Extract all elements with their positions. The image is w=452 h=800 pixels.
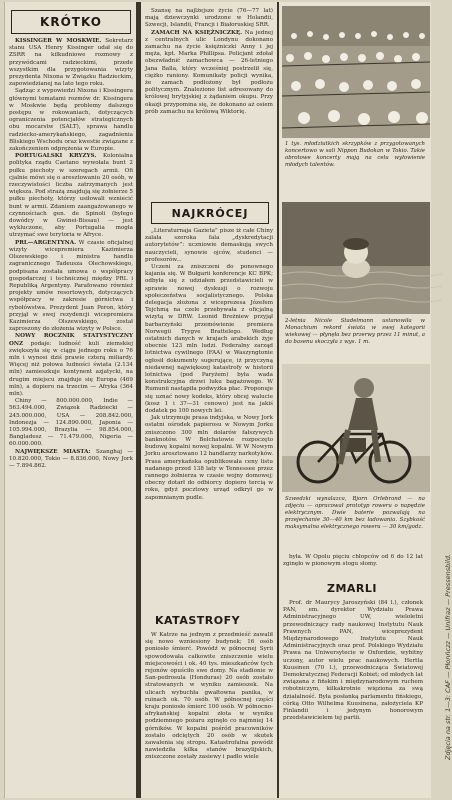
heading-najkrocej: NAJKRÓCEJ (151, 202, 269, 224)
column-2-katastrofy-text (145, 632, 273, 792)
column-3-tail-text (283, 554, 423, 578)
cities-text: Szanghaj — 10.820.000, Tokio — 8.836.000, Nowy Jork — 7.894.862. (9, 448, 133, 469)
caption-swimmer: 2-letnia Nicole Stadelmann ustanowiła w Monachium rekord świata w swej kategorii wiekowej — płynęła bez przerwy przez 11 minut, a do basenu skoczyła z wys. 1 m. (285, 318, 425, 345)
photo-electric-bike (282, 364, 430, 492)
column-3-zmarli-text (283, 600, 423, 792)
najkrocej-item-3: Jak utrzymuje prasa indyjska, w Nowy Jork ostatni ośrodek papierosu w Nowym Jorku zniszczono 300 mln dolarów fałszywych banknotów. W Bełchatowie rozpoczęto budowę kopalni nowej kopalni. W W Nowym Jorku aresztowano 12 handlarzy narkotyków. Prasa amerykańska opublikowała ceny listu nadanego przed 138 laty w Tennessee przez rannego żołnierza w czasie wojny domowej; obecny dotarł do odbiorcy dopiero tercią w roku, gdyż pocztowy urząd odkrył go w zapomnianym pudle. (145, 415, 273, 501)
column-2-najkrocej-text (145, 228, 273, 608)
kissinger-text: Sekretarz stanu USA Henry Kissinger udał się do ZSRR na kilkudniowe rozmowy z przywódcami radzieckimi, przede wszystkim dla przygotowania wizyty prezydenta Nixona w Związku Radzieckim, zapowiedzianej na lato tego roku. (9, 38, 133, 88)
portugal-text: Kolonialna polityka rządu Caetano wywołała bunt 2 pułku piechoty w szeregach armii. Ofi cjalnie mówi się o aresztowaniu 20 osób, w rzeczywistości liczba zatrzymanych jest większa. Pod strażą znajdują się żołnierze 5 pułku piechoty, którzy usiłowali wzniecić bunt w armii. Zdaniem zaangażowanego w czynnościach gen. de Spinoli (byłego dowódcy w Gwinei-Bissau) — jest wykluczone, aby Portugalia mogła utrzymać swe terytoria w Afryce. (9, 153, 133, 239)
najkrocej-item-1: „Literaturnaja Gazieta” pisze iż całe Chiny zalała szeroka fala „dyskredytacji autorytetów”: uczniowie demaskują swych nauczycieli, synowie ojców, studenci — profesorów... (145, 228, 273, 263)
zamach-text: Na jednej z centralnych ulic Londynu dokonano zamachu na życie księżniczki Anny i jej męża, kpt. Marka Phillipsa. Policjant zdołał obezwładnić zamachowca — 26-letniego Jana Balla, który wcześniej postrzelił się, ciężko raniony. Komunikaty policji wynika, że zamach podłożony był podłożu politycznym. Znaleziono list adresowany do królowej brytyjskiej z żądaniem okupu. Przy okazji przypomina się, że dokonano aż osiem prób zamachu na królową Wiktorię. (145, 29, 273, 115)
caption-electric-bike: Szwedzki wynalazca, Bjorn Orlebrand — na zdjęciu — opracował prototyp roweru o napędzie elektrycznym. Dwie baterie pozwalają na przejechanie 30—40 km bez ładowania. Szybkość maksymalna elektrycznego roweru — 30 km/godz. (285, 496, 425, 530)
portugal-heading: PORTUGALSKI KRYZYS. (15, 153, 97, 160)
kissinger-text-2: Sądząc z wypowiedzi Nixona i Kissingera głównymi tematami rozmów dr. Kissingera w Moskwie będą problemy dalszego postępu w rokowaniach, dotyczących ograniczenia potencjałów strategicznych obu mocarstw (SALT), sprawa handlu radziecko-amerykańskiego, zagadnienia Bliskiego Wschodu oraz kwestie związane z zakończeniem odprężenia w Europie. (9, 88, 133, 153)
photo-credit-text: Zdjęcia na str. 1—3: CAF — Płonńczz — Unifraz — Pressensbild. (444, 553, 452, 760)
prl-argentyna-text: W czasie oficjalnej wizyty wicepremiera Kazimierza Olszewskiego i ministra handlu zagranicznego Tadeusza Olechowskiego, podpisana została umowa o współpracy gospodarczej i technicznej między PRL i Republiką Argentyny. Parafowano również projekty umów resortowych, dotyczących współpracy w zakresie górnictwa i rybołówstwa. Prezydent Juan Peron, który przyjął w swej rezydencji wicepremiera Kazimierza Olszewskiego, został zaproszony do złożenia wizyty w Polsce. (9, 239, 134, 333)
population-stats: Chiny — 800.000.000, Indie — 563.494.000, Związek Radziecki — 245.000.000, USA — 208.842.000, Indonezja — 124.890.000, Japonia — 105.994.000, Brazylia — 98.854.000, Bangladesz — 71.479.000, Nigeria — 60.000.000. (9, 398, 133, 448)
life-expectancy-text: Szansę na najlżejsze życie (76—77 lat) mają dziewczynki urodzone w Holandii, Szwecji, Islandii, Francji i Białoruskiej SRR. (145, 8, 273, 29)
prl-argentyna-heading: PRL—ARGENTYNA. (15, 239, 77, 246)
column-2-top-text (145, 8, 273, 200)
heading-katastrofy: KATASTROFY (155, 614, 241, 627)
column-1-text (9, 38, 133, 790)
opole-text: była. W Opolu pięciu chłopców od 6 do 12 lat zginęło w pionowym stogu słomy. (283, 554, 423, 568)
zmarli-text: Prof. dr Maurycy Jaroszyński (84 l.), członek PAN, em. dyrektor Wydziału Prawa Administracyjnego UW, wieloletni przewodniczący rady naukowej Instytutu Nauk Prawnych PAN, wiceprezydent Międzynarodowego Instytutu Nauk Administracyjnych oraz prof. Polskiego Wydziału Prawa na Uniwersytecie w Oxfordzie, wybitny uczony, autor wielu prac naukowych. Hertta Kuusinen (70 l.), przewodnicząca Światowej Demokratycznej Federacji Kobiet; od młodych lat związana z fińskim i międzynarodowym ruchem robotniczym, kilkakrotnie więziona za swą działalność. Była posłanką parlamentu fińskiego, córką Otto Wilhelma Kuusinena, założyciela KP Finlandii i jedynym honorowym przedstawicielem tej partii. (283, 600, 423, 722)
newspaper-page (4, 2, 431, 798)
katastrofy-text: W Katrze na jednym z przedmieść zawalił się nowo wzniesiony budynek; 16 osób poniosło śmierć. Powódź w północnej Syrii spowodowała całkowite zniszczenie wielu miejscowości i ok. 40 tys. mieszkańców tych rejonów opuściło swe domy. Na stadionie w San-pedrosula (Honduras) 20 osób zostało stratowanych w wyniku zamieszek. Na ulicach wybuchła gwałtowna panika, w ruinach ok. 70 osób. W północnej części kraju poniosło śmierć 100 osób. W północno-afrykańskiej kopalni złota w wyniku podziemnego pożaru zginęło co najmniej 14 górników. W kopalni pośród pracowników zostało odciętych 20 osób w skutek zawalenia się stropu. Katastrofalna powódź nawiedziła kilka stanów brazylijskich, zniszczone zostały zasiewy i padło wiele (145, 632, 273, 761)
heading-krotko: KRÓTKO (11, 10, 131, 34)
zamach-heading: ZAMACH NA KSIĘŻNICZKĘ. (151, 29, 243, 36)
column-rule-1 (136, 2, 141, 798)
photo-credit-strip (432, 430, 452, 760)
caption-violinists: 1 tys. młodziutkich skrzypków z przygotowanych koncertowo w sali Nippon Budokan w Tokio. Takie obrotowe koncerty mają na celu wyłowienie młodych talentów. (285, 141, 425, 168)
onz-text: podaje: ludność kuli ziemskiej zwiększyła się w ciągu jednego roku o 76 mln i wynosi dziś prawie czterą miliardy. Więcej niż połowa ludności świata (2.134 mln) zamieszkuje kontynent azjatycki, na drugim miejscu znajduje się Europa (469 mln), a dopiero na trzecim — Afryka (364 mln). (9, 340, 133, 397)
onz-heading: NOWY ROCZNIK STATYSTYCZNY ONZ (9, 333, 133, 347)
najkrocej-item-2: Uczeni za zniszczeni do ponownego kajania się. W Bułgarii konferencje KC BPK; odbyła się z udziałem przedstawicieli w sprawie nowej dyskusji o rozwoju społeczeństwa socjalistycznego. Polska delegacja złożona z wiceprezesa Józefem Tejchmą na czele przebywała z oficjalną wizytą w DRW. Leonid Breżniew przyjął barbarzyński przemówienie premiera Norwegii Trygve Brattelego. Według ostatnich danych w krajach arabskich żyje obecnie 123 mln ludzi. Federalny zarząd lotnictwa cywilnego (FAA) w Waszyngtonie ogłosił dokumenty sugerujące, iż przyczyną niedawnej największej katastrofy w historii lotnictwa (pod Paryżem) była wada konstrukcyjna drzwi luku bagażowego. W Rumunii nastąpiła podwyżka płac. Proponuje się uznać nowy kodeks, który obcej walucie (kosz 1 i 37—31 cenowo) jest na jakiś dodatek po 100 nowych lei. (145, 264, 273, 415)
photo-violinists (282, 6, 430, 138)
kissinger-heading: KISSINGER W MOSKWIE. (15, 38, 102, 44)
photo-swimmer (282, 202, 430, 314)
heading-zmarli: ZMARLI (327, 582, 378, 595)
column-rule-2 (277, 2, 279, 798)
cities-heading: NAJWIĘKSZE MIASTA: (15, 448, 91, 455)
